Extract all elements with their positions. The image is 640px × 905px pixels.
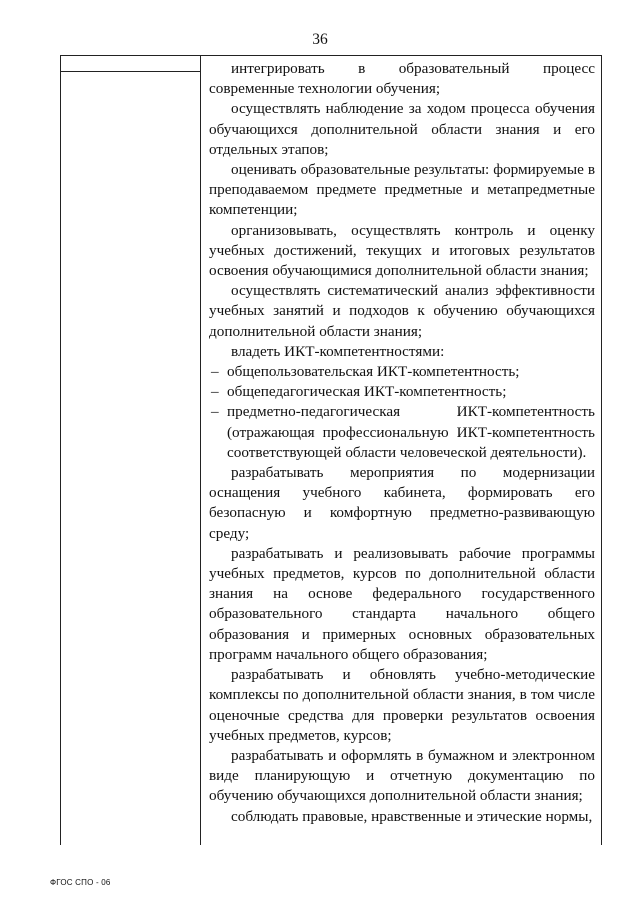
requirements-table [60,55,602,845]
paragraph: разрабатывать и обновлять учебно-методические комплексы по дополнительной области знания, в том числе оценочные средства для проверки результатов освоения учебных предметов, курсов; [209,666,595,744]
dash-bullet: – [211,383,219,401]
table-row-separator [61,56,201,72]
dash-bullet: – [211,403,219,421]
paragraph: разрабатывать и оформлять в бумажном и электронном виде планирующую и отчетную документацию по обучению обучающихся дополнительной области знания; [209,746,595,805]
list-item-text: общепедагогическая ИКТ-компетентность; [227,383,507,401]
document-code-footer: ФГОС СПО - 06 [50,878,111,887]
dash-bullet: – [211,363,219,381]
paragraph: разрабатывать мероприятия по модернизации оснащения учебного кабинета, формировать его безопасную и комфортную предметно-развивающую среду; [209,464,595,542]
paragraph: организовывать, осуществлять контроль и оценку учебных достижений, текущих и итоговых результатов освоения обучающимися дополнительной области знания; [209,221,595,280]
list-item [211,382,595,402]
paragraph: осуществлять наблюдение за ходом процесса обучения обучающихся дополнительной области знания и его отдельных этапов; [209,100,595,158]
table-left-column [61,56,201,845]
paragraph: осуществлять систематический анализ эффективности учебных занятий и подходов к обучению обучающихся дополнительной области знания; [209,282,595,340]
list-item [211,402,595,463]
paragraph: интегрировать в образовательный процесс современные технологии обучения; [209,60,595,98]
list-item-text: общепользовательская ИКТ-компетентность; [227,363,520,381]
paragraph: оценивать образовательные результаты: формируемые в преподаваемом предмете предметные и метапредметные компетенции; [209,161,595,219]
table-right-column [209,59,595,827]
paragraph: владеть ИКТ-компетентностями: [231,342,445,360]
list-item-text: предметно-педагогическая ИКТ-компетентность (отражающая профессиональную ИКТ-компетентность соответствующей области человеческой деятельности). [227,403,595,461]
paragraph: разрабатывать и реализовывать рабочие программы учебных предметов, курсов по дополнительной области знания на основе федерального государственного образовательного стандарта начального общего образования и примерных основных образовательных программ начального общего образования; [209,544,595,663]
ict-competence-list [209,362,595,463]
paragraph: соблюдать правовые, нравственные и этические нормы, [231,807,593,825]
list-item [211,362,595,382]
page-number: 36 [312,31,328,48]
